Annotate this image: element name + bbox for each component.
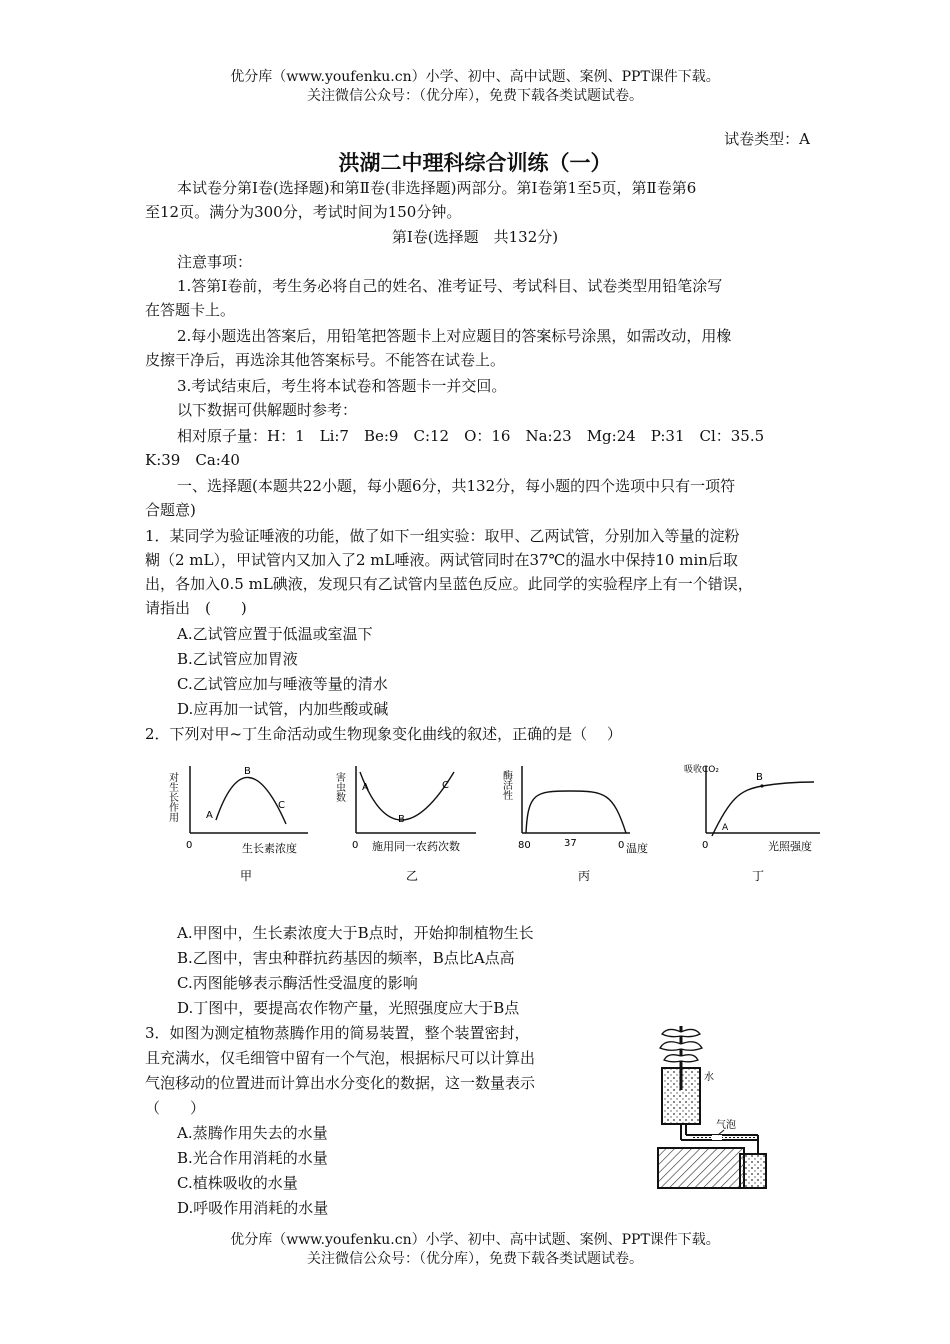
ding-xlabel: 光照强度 <box>768 840 812 853</box>
yi-origin: 0 <box>352 840 359 851</box>
atomic-mass-line-1: 相对原子量：H：1 Li:7 Be:9 C:12 O：16 Na:23 Mg:24 P:31 Cl：35.5 <box>177 427 765 445</box>
q2-option-d: D.丁图中，要提高农作物产量，光照强度应大于B点 <box>177 999 520 1017</box>
q3-option-d: D.呼吸作用消耗的水量 <box>177 1199 329 1217</box>
header-line-2: 关注微信公众号：（优分库），免费下载各类试题试卷。 <box>307 88 643 104</box>
q3-option-a: A.蒸腾作用失去的水量 <box>177 1124 328 1142</box>
yi-xlabel: 施用同一农药次数 <box>372 840 460 853</box>
bing-ylabel: 酶活性 <box>500 770 512 800</box>
q3-option-b: B.光合作用消耗的水量 <box>177 1149 328 1167</box>
footer-line-1: 优分库（www.youfenku.cn）小学、初中、高中试题、案例、PPT课件下载。 <box>230 1232 720 1248</box>
q3-option-c: C.植株吸收的水量 <box>177 1174 298 1192</box>
q1-stem-3: 出，各加入0.5 mL碘液，发现只有乙试管内呈蓝色反应。此同学的实验程序上有一个错误， <box>145 575 753 593</box>
jia-origin: 0 <box>186 840 193 851</box>
intro-line-2: 至12页。满分为300分，考试时间为150分钟。 <box>145 203 462 221</box>
part1-heading-1: 一、选择题(本题共22小题，每小题6分，共132分，每小题的四个选项中只有一项符 <box>177 477 736 495</box>
bing-tick-37: 37 <box>564 838 577 849</box>
transpiration-apparatus-figure <box>648 1022 788 1192</box>
notice-3: 3.考试结束后，考生将本试卷和答题卡一并交回。 <box>177 377 507 395</box>
yi-point-c: C <box>442 780 449 791</box>
q3-stem-3: 气泡移动的位置进而计算出水分变化的数据，这一数量表示 <box>145 1074 536 1092</box>
q1-stem-2: 糊（2 mL），甲试管内又加入了2 mL唾液。两试管同时在37℃的温水中保持10 min后取 <box>145 551 738 569</box>
q2-option-c: C.丙图能够表示酶活性受温度的影响 <box>177 974 418 992</box>
q2-option-b: B.乙图中，害虫种群抗药基因的频率，B点比A点高 <box>177 949 515 967</box>
notice-2b: 皮擦干净后，再选涂其他答案标号。不能答在试卷上。 <box>145 351 506 369</box>
yi-caption: 乙 <box>406 869 419 883</box>
q2-stem: 2．下列对甲~丁生命活动或生物现象变化曲线的叙述，正确的是（ ） <box>145 725 622 743</box>
jia-point-a: A <box>206 810 213 821</box>
yi-ylabel: 害虫数 <box>333 772 345 802</box>
bing-xlabel: 温度 <box>626 842 648 855</box>
q3-stem-2: 且充满水，仅毛细管中留有一个气泡，根据标尺可以计算出 <box>145 1049 536 1067</box>
notice-1a: 1.答第Ⅰ卷前，考生务必将自己的姓名、准考证号、考试科目、试卷类型用铅笔涂写 <box>177 277 723 295</box>
q1-option-c: C.乙试管应加与唾液等量的清水 <box>177 675 388 693</box>
bing-tick-80: 80 <box>518 840 531 851</box>
figure-bing <box>500 758 660 888</box>
header-line-1: 优分库（www.youfenku.cn）小学、初中、高中试题、案例、PPT课件下载。 <box>230 69 720 85</box>
reference-intro: 以下数据可供解题时参考： <box>177 401 358 419</box>
ding-point-b: B <box>756 772 763 783</box>
jia-xlabel: 生长素浓度 <box>242 842 297 855</box>
yi-point-a: A <box>362 782 369 793</box>
q3-stem-1: 3．如图为测定植物蒸腾作用的简易装置，整个装置密封， <box>145 1024 530 1042</box>
water-label: 水 <box>704 1072 714 1083</box>
ding-caption: 丁 <box>752 869 765 883</box>
bing-tick-0: 0 <box>618 840 625 851</box>
bubble-label: 气泡 <box>716 1120 736 1131</box>
intro-line-1: 本试卷分第Ⅰ卷(选择题)和第Ⅱ卷(非选择题)两部分。第Ⅰ卷第1至5页，第Ⅱ卷第6 <box>177 179 697 197</box>
q3-stem-4: （ ） <box>145 1099 206 1117</box>
figure-ding <box>680 758 830 888</box>
jia-caption: 甲 <box>240 869 253 883</box>
q1-option-a: A.乙试管应置于低温或室温下 <box>177 625 373 643</box>
section1-title: 第Ⅰ卷(选择题 共132分) <box>391 228 559 246</box>
plant-icon <box>660 1026 702 1072</box>
notice-title: 注意事项： <box>177 253 253 271</box>
ding-ylabel: 吸收CO₂ <box>684 765 719 775</box>
jia-ylabel: 对生长作用 <box>166 772 178 822</box>
yi-point-b: B <box>398 814 405 825</box>
q1-stem-4: 请指出 ( ) <box>145 599 247 617</box>
q1-stem-1: 1．某同学为验证唾液的功能，做了如下一组实验：取甲、乙两试管，分别加入等量的淀粉 <box>145 527 740 545</box>
atomic-mass-line-2: K:39 Ca:40 <box>145 451 240 469</box>
paper-type: 试卷类型：A <box>724 130 810 148</box>
q2-option-a: A.甲图中，生长素浓度大于B点时，开始抑制植物生长 <box>177 924 534 942</box>
ding-point-a: A <box>722 823 729 833</box>
footer-line-2: 关注微信公众号：（优分库），免费下载各类试题试卷。 <box>307 1251 643 1267</box>
figure-yi <box>333 758 486 888</box>
q1-option-b: B.乙试管应加胃液 <box>177 650 298 668</box>
q1-option-d: D.应再加一试管，内加些酸或碱 <box>177 700 389 718</box>
figure-jia <box>168 758 318 888</box>
part1-heading-2: 合题意) <box>145 501 196 519</box>
jia-point-b: B <box>244 766 251 777</box>
page-title: 洪湖二中理科综合训练（一） <box>338 150 612 175</box>
bing-caption: 丙 <box>578 869 591 883</box>
jia-point-c: C <box>278 800 285 811</box>
notice-1b: 在答题卡上。 <box>145 301 236 319</box>
notice-2a: 2.每小题选出答案后，用铅笔把答题卡上对应题目的答案标号涂黑，如需改动，用橡 <box>177 327 732 345</box>
ding-origin: 0 <box>702 840 709 851</box>
